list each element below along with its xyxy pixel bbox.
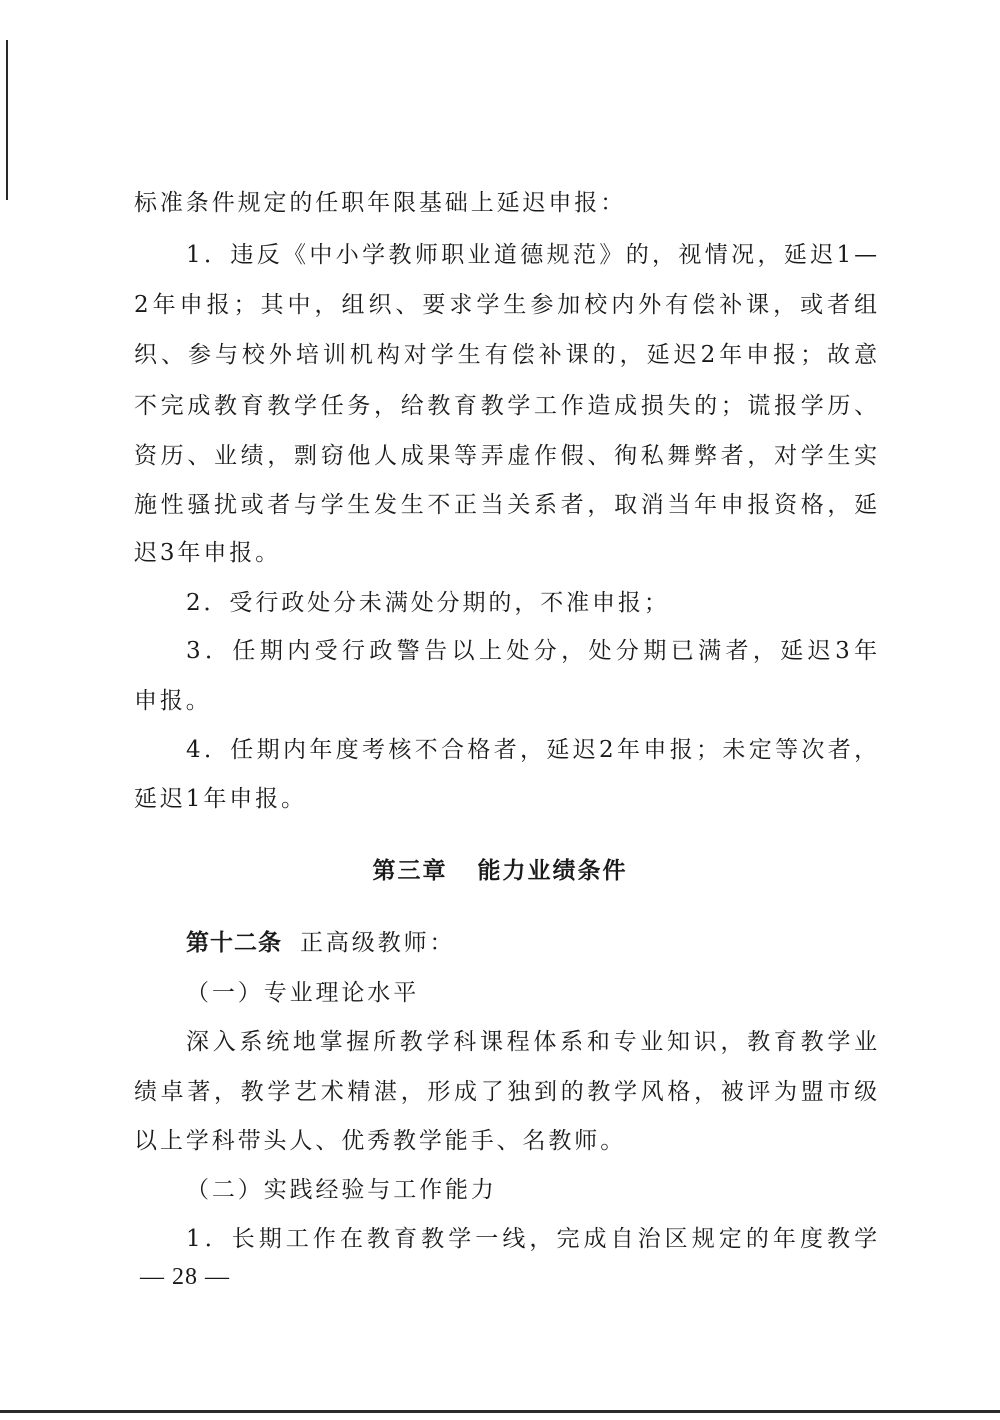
scan-edge-mark: [6, 40, 8, 200]
text-line: 资历、业绩，剽窃他人成果等弄虚作假、徇私舞弊者，对学生实: [134, 443, 880, 469]
chapter-number: 第三章: [372, 858, 448, 884]
article-line: [186, 928, 880, 958]
text-line: 4．任期内年度考核不合格者，延迟2年申报；未定等次者，: [186, 737, 880, 763]
page-number: — 28 —: [140, 1264, 230, 1290]
text-line: 绩卓著，教学艺术精湛，形成了独到的教学风格，被评为盟市级: [134, 1079, 880, 1105]
section-heading: （一）专业理论水平: [186, 980, 420, 1006]
text-line: 深入系统地掌握所教学科课程体系和专业知识，教育教学业: [186, 1029, 880, 1055]
text-line: 不完成教育教学任务，给教育教学工作造成损失的；谎报学历、: [134, 393, 880, 419]
article-title: 正高级教师：: [300, 930, 456, 956]
text-line: 3．任期内受行政警告以上处分，处分期已满者，延迟3年: [186, 638, 880, 664]
text-line: 迟3年申报。: [134, 540, 282, 566]
text-line: 以上学科带头人、优秀教学能手、名教师。: [134, 1128, 627, 1154]
text-line: 织、参与校外培训机构对学生有偿补课的，延迟2年申报；故意: [134, 342, 880, 368]
text-line: 2．受行政处分未满处分期的，不准申报；: [186, 590, 670, 616]
chapter-heading: [0, 852, 1000, 885]
article-heading: 第十二条: [186, 930, 282, 956]
text-line: 施性骚扰或者与学生发生不正当关系者，取消当年申报资格，延: [134, 492, 880, 518]
text-line: 1．违反《中小学教师职业道德规范》的，视情况，延迟1—: [186, 242, 880, 268]
section-heading: （二）实践经验与工作能力: [186, 1177, 497, 1203]
text-line: 延迟1年申报。: [134, 786, 307, 812]
text-line: 2年申报；其中，组织、要求学生参加校内外有偿补课，或者组: [134, 292, 880, 318]
text-line: 申报。: [134, 688, 212, 714]
chapter-title: 能力业绩条件: [477, 858, 628, 884]
scan-edge-mark: [0, 1410, 1000, 1413]
text-line: 1．长期工作在教育教学一线，完成自治区规定的年度教学: [186, 1226, 880, 1252]
text-line: 标准条件规定的任职年限基础上延迟申报：: [134, 190, 627, 216]
